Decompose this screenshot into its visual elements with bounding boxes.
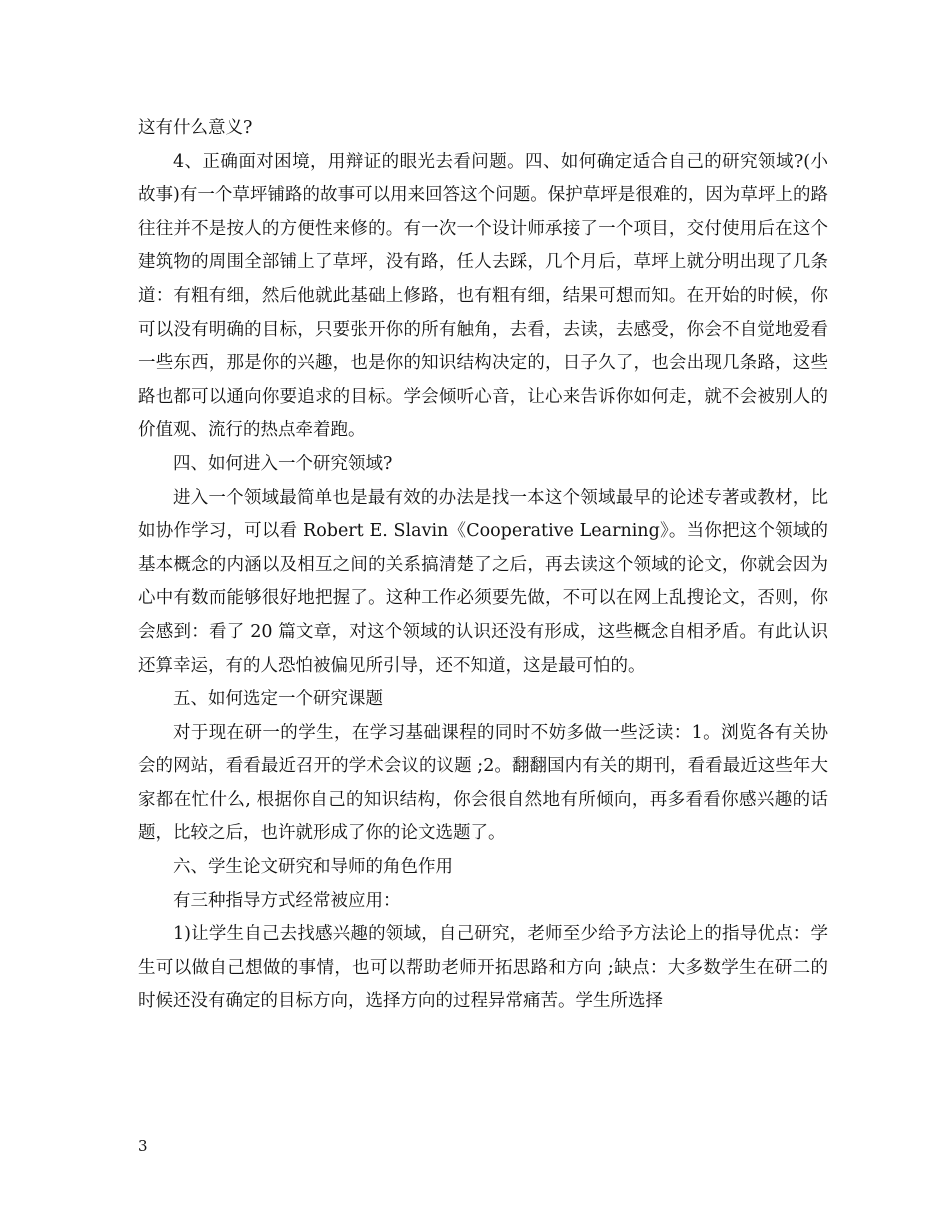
section-heading-5: 五、如何选定一个研究课题: [173, 689, 383, 710]
paragraph-6: 1)让学生自己去找感兴趣的领域，自己研究，老师至少给予方法论上的指导优点：学生可以做自己想做的事情，也可以帮助老师开拓思路和方向 ;缺点：大多数学生在研二的时候还没有确定的目标方向，选择方向的过程异常痛苦。学生所选择: [138, 924, 828, 1012]
section-heading-6: 六、学生论文研究和导师的角色作用: [173, 857, 453, 878]
paragraph-3: 进入一个领域最简单也是最有效的办法是找一本这个领域最早的论述专著或教材，比如协作学习，可以看 Robert E. Slavin《Cooperative Learning》。当你把这个领域的基本概念的内涵以及相互之间的关系搞清楚了之后，再去读这个领域的论文，你就会因为心中有数而能够很好地把握了。这种工作必须要先做，不可以在网上乱搜论文，否则，你会感到：看了 20 篇文章，对这个领域的认识还没有形成，这些概念自相矛盾。有此认识还算幸运，有的人恐怕被偏见所引导，还不知道，这是最可怕的。: [138, 487, 828, 676]
paragraph-4: 对于现在研一的学生，在学习基础课程的同时不妨多做一些泛读：1。浏览各有关协会的网站，看看最近召开的学术会议的议题 ;2。翻翻国内有关的期刊，看看最近这些年大家都在忙什么, 根据你自己的知识结构，你会很自然地有所倾向，再多看看你感兴趣的话题，比较之后，也许就形成了你的论文选题了。: [138, 722, 828, 844]
section-heading-4: 四、如何进入一个研究领域?: [173, 453, 393, 474]
paragraph-5: 有三种指导方式经常被应用：: [173, 890, 401, 911]
paragraph-2: 4、正确面对困境，用辩证的眼光去看问题。四、如何确定适合自己的研究领域?(小故事)有一个草坪铺路的故事可以用来回答这个问题。保护草坪是很难的，因为草坪上的路往往并不是按人的方便性来修的。有一次一个设计师承接了一个项目，交付使用后在这个建筑物的周围全部铺上了草坪，没有路，任人去踩，几个月后，草坪上就分明出现了几条道：有粗有细，然后他就此基础上修路，也有粗有细，结果可想而知。在开始的时候，你可以没有明确的目标，只要张开你的所有触角，去看，去读，去感受，你会不自觉地爱看一些东西，那是你的兴趣，也是你的知识结构决定的，日子久了，也会出现几条路，这些路也都可以通向你要追求的目标。学会倾听心音，让心来告诉你如何走，就不会被别人的价值观、流行的热点牵着跑。: [138, 151, 828, 441]
paragraph-1: 这有什么意义?: [138, 118, 253, 138]
document-body: [138, 112, 828, 1019]
page-number: 3: [138, 1137, 148, 1155]
